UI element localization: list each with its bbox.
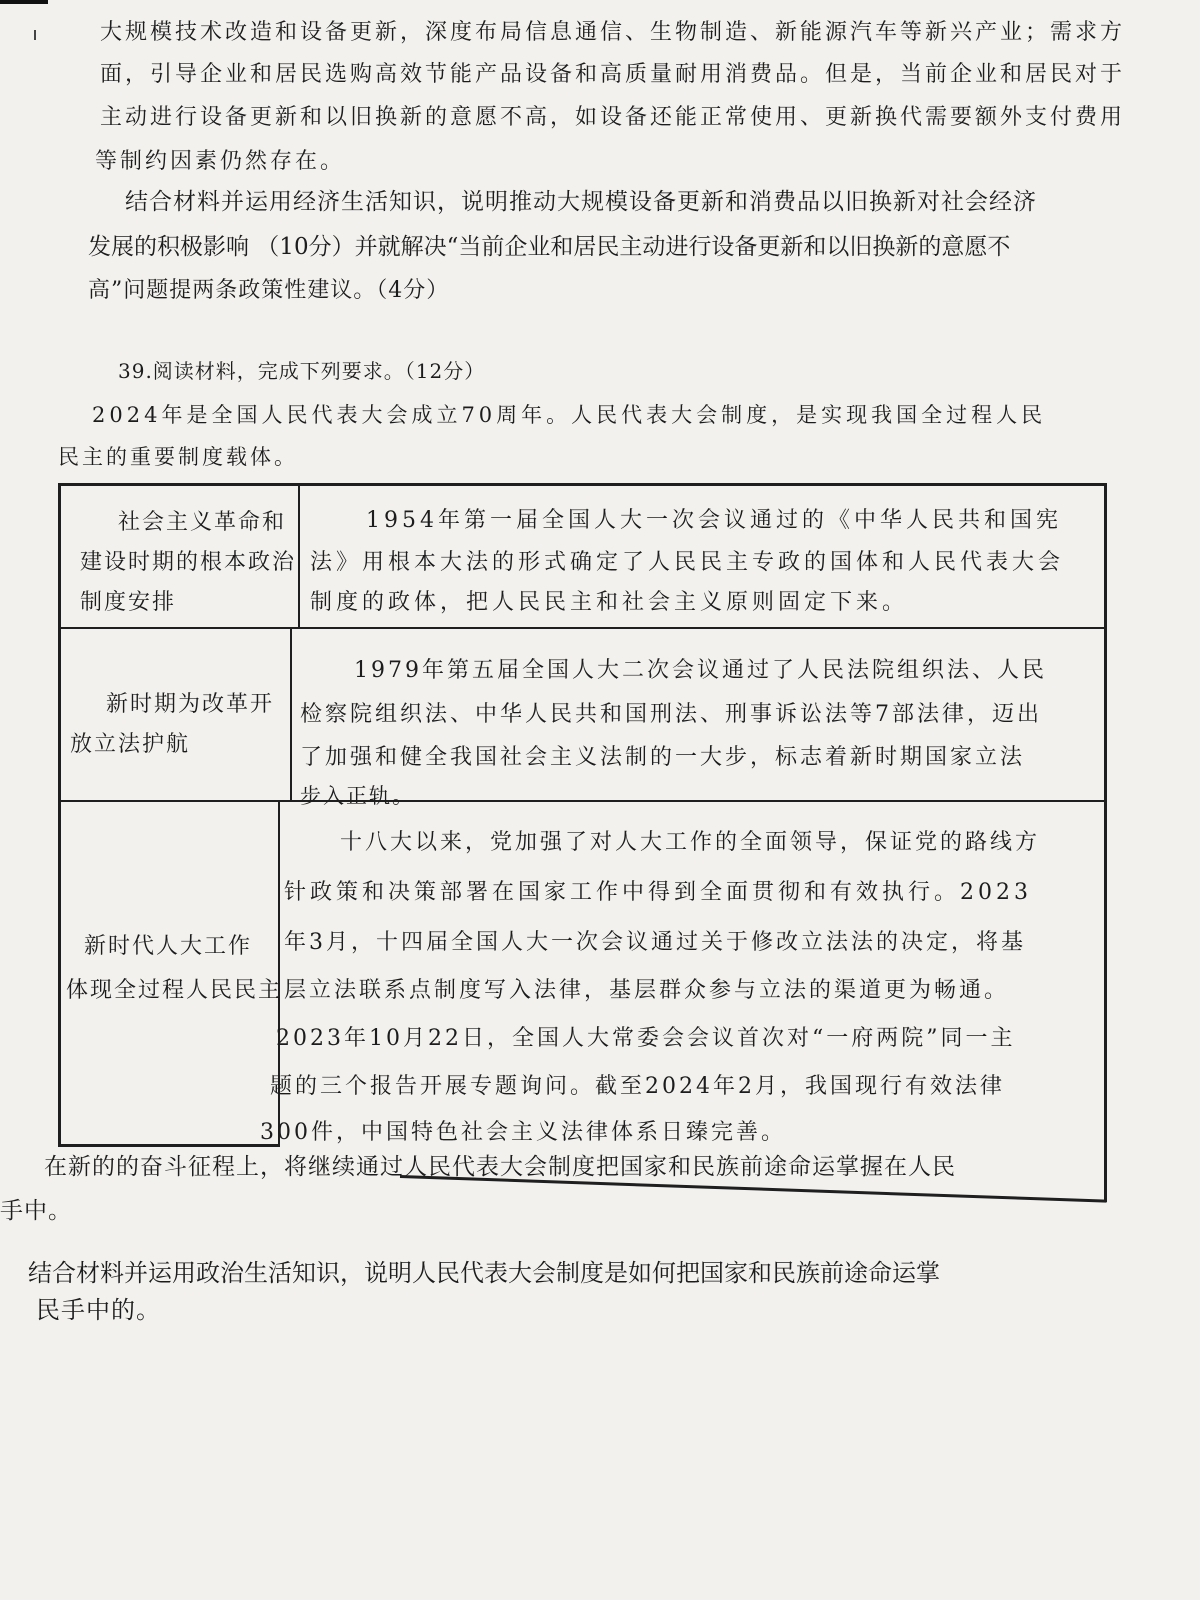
q38-prompt-line-3: 高”问题提两条政策性建议。（4分） (88, 278, 450, 303)
row2-topic-line-2: 放立法护航 (70, 732, 191, 757)
row2-content-line-1: 1979年第五届全国人大二次会议通过了人民法院组织法、人民 (354, 658, 1047, 683)
row2-topic-line-1: 新时期为改革开 (106, 692, 275, 717)
table-border-left (58, 483, 61, 1147)
q38-material-line-2: 面，引导企业和居民选购高效节能产品设备和高质量耐用消费品。但是，当前企业和居民对于 (100, 62, 1126, 87)
row3-content-line-6: 题的三个报告开展专题询问。截至2024年2月，我国现行有效法律 (270, 1074, 1005, 1099)
table-col-divider-2 (290, 628, 292, 801)
row2-content-line-4: 步入正轨。 (300, 784, 415, 808)
row2-content-line-2: 检察院组织法、中华人民共和国刑法、刑事诉讼法等7部法律，迈出 (300, 702, 1042, 727)
q39-conclusion-line-2: 手中。 (0, 1198, 72, 1224)
row3-content-line-7: 300件，中国特色社会主义法律体系日臻完善。 (260, 1120, 786, 1145)
row3-topic-line-1: 新时代人大工作 (84, 934, 253, 959)
row1-topic-line-3: 制度安排 (80, 590, 177, 615)
row2-content-line-3: 了加强和健全我国社会主义法制的一大步，标志着新时期国家立法 (300, 745, 1026, 770)
q38-material-line-3: 主动进行设备更新和以旧换新的意愿不高，如设备还能正常使用、更新换代需要额外支付费用 (100, 105, 1126, 130)
q38-material-line-1: 大规模技术改造和设备更新，深度布局信息通信、生物制造、新能源汽车等新兴产业；需求方 (100, 20, 1126, 45)
row1-topic-line-2: 建设时期的根本政治 (80, 550, 297, 575)
row1-content-line-2: 法》用根本大法的形式确定了人民民主专政的国体和人民代表大会 (310, 550, 1065, 575)
row1-topic-line-1: 社会主义革命和 (118, 510, 287, 535)
q39-conclusion-line-1: 在新的的奋斗征程上，将继续通过人民代表大会制度把国家和民族前途命运掌握在人民 (44, 1154, 956, 1180)
row1-content-line-1: 1954年第一届全国人大一次会议通过的《中华人民共和国宪 (366, 508, 1062, 533)
row3-topic-line-2: 体现全过程人民民主 (66, 978, 283, 1003)
table-border-bottom-left (58, 1144, 280, 1147)
q39-prompt-line-2: 民手中的。 (36, 1296, 161, 1324)
row3-content-line-3: 年3月，十四届全国人大一次会议通过关于修改立法法的决定，将基 (284, 930, 1026, 955)
q38-prompt-line-2: 发展的积极影响 （10分）并就解决“当前企业和居民主动进行设备更新和以旧换新的意愿不 (88, 234, 1011, 260)
q39-intro-line-1: 2024年是全国人民代表大会成立70周年。人民代表大会制度，是实现我国全过程人民 (92, 403, 1047, 427)
table-row-divider-1 (58, 627, 1107, 629)
scan-tick-mark (34, 30, 36, 40)
q38-prompt-line-1: 结合材料并运用经济生活知识，说明推动大规模设备更新和消费品以旧换新对社会经济 (125, 189, 1037, 215)
table-row-divider-2 (58, 800, 1107, 802)
row3-content-line-4: 层立法联系点制度写入法律，基层群众参与立法的渠道更为畅通。 (284, 978, 1010, 1003)
scan-corner-mark (0, 0, 48, 4)
q39-intro-line-2: 民主的重要制度载体。 (58, 445, 298, 469)
q39-header: 39.阅读材料，完成下列要求。（12分） (118, 359, 486, 383)
table-col-divider-1 (298, 485, 300, 628)
q39-prompt-line-1: 结合材料并运用政治生活知识，说明人民代表大会制度是如何把国家和民族前途命运掌 (28, 1259, 940, 1287)
table-border-top (58, 483, 1107, 486)
table-border-right (1104, 483, 1107, 1202)
row1-content-line-3: 制度的政体，把人民民主和社会主义原则固定下来。 (310, 590, 909, 615)
q38-material-line-4: 等制约因素仍然存在。 (95, 149, 346, 174)
row3-content-line-2: 针政策和决策部署在国家工作中得到全面贯彻和有效执行。2023 (284, 880, 1032, 905)
row3-content-line-5: 2023年10月22日，全国人大常委会会议首次对“一府两院”同一主 (276, 1026, 1016, 1051)
row3-content-line-1: 十八大以来，党加强了对人大工作的全面领导，保证党的路线方 (340, 830, 1041, 855)
